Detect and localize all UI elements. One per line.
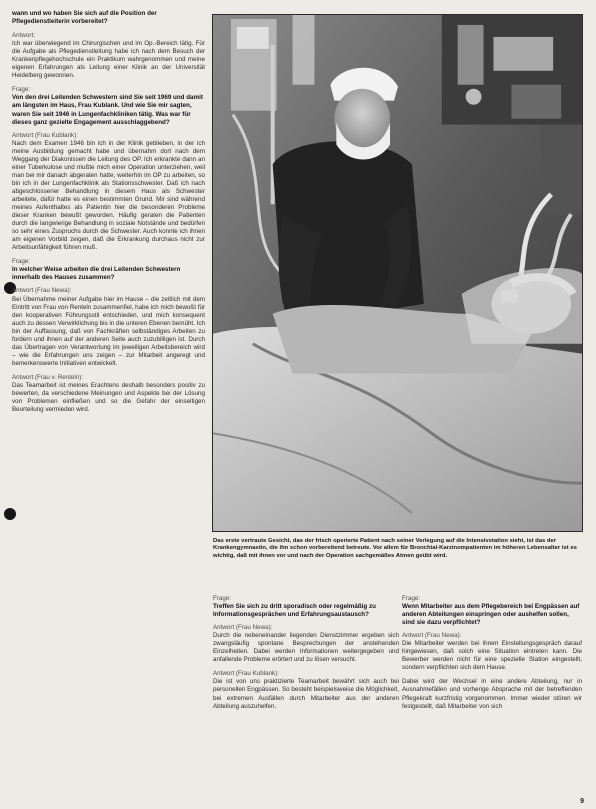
- interview-block-5: [213, 595, 399, 664]
- question-text: Treffen Sie sich zu dritt sporadisch oder regelmäßig zu Informationsgesprächen und Erfahrungsaustausch?: [213, 603, 376, 619]
- answer-text: Dabei wird der Wechsel in eine andere Abteilung, nur in Ausnahmefällen und vorherige Absprache mit der betreffenden Pflegekraft kurzfristig vorgenommen. Immer wieder stören wir festgestellt, daß Mitarbeiter von sich: [402, 678, 582, 710]
- page-number: 9: [580, 798, 584, 805]
- question-text: In welcher Weise arbeiten die drei Leitenden Schwestern innerhalb des Hauses zusammen?: [12, 266, 181, 282]
- answer-text: Nach dem Examen 1946 bin ich in der Klinik geblieben, in der ich meine Ausbildung gemacht habe und übernahm dort nach dem Weggang der Diakonissen die Leitung des OP. Ich erkrankte dann an einer Tuberkulose und mußte mich einer Operation unterziehen, weil man bei mir danach abgeraten hatte, weiterhin im OP zu arbeiten, so bin ich in der Lungenfachklinik als Stationsschwester. Daß ich nach abgeschlossener Behandlung in diesem Haus als Schwester arbeitete, dafür hatte es einen bestimmten Grund. Mir sind während meines Aufenthaltes als Patientin hier die besonderen Probleme dieser Kranken bewußt geworden. Häufig geraten die Patienten durch die langwierige Behandlung in soziale Notstände und bedürfen so sehr eines Zuspruchs durch die Schwester. Auch konnte ich ihnen am eigenen Vorbild zeigen, daß die Erkrankung durchaus nicht zur Arbeitsunfähigkeit führen muß.: [12, 139, 205, 252]
- question-text: Von den drei Leitenden Schwestern sind Sie seit 1969 und damit am längsten im Haus, Frau Kublank. Und wie Sie mir sagten, waren Sie seit 1946 in Lungenfachkliniken tätig. Was war für dieses ganz gezielte Engagement ausschlaggebend?: [12, 94, 203, 126]
- answer-label: Antwort (Frau Newa):: [213, 624, 273, 632]
- answer-label: Antwort (Frau Newa):: [12, 287, 72, 295]
- intensive-care-photo: [212, 14, 583, 532]
- answer-text: Die Mitarbeiter werden bei ihrem Einstellungsgespräch darauf hingewiesen, daß solch eine Situation eintreten kann. Die Bewerber werden nicht für eine spezielle Station eingestellt, sondern verpflichten sich dem Hause.: [402, 640, 582, 672]
- interview-block-8: [402, 678, 582, 710]
- question-text: Wenn Mitarbeiter aus dem Pflegebereich bei Engpässen auf anderen Abteilungen einspringen oder aushelfen sollen, sind sie dazu verpflichtet?: [402, 603, 580, 627]
- answer-text: Durch die nebeneinander liegenden Dienstzimmer ergeben sich zwangsläufig spontane Besprechungen der anstehenden Einzelheiten. Dabei werden Informationen weitergegeben und anfallende Probleme erörtert und zu lösen versucht.: [213, 632, 399, 664]
- answer-text: Bei Übernahme meiner Aufgabe hier im Hause – die zeitlich mit dem Eintritt von Frau von Renteln zusammenfiel, habe ich mich bewußt für den kooperativen Führungsstil entschieden, und mich konsequent auch zu dessen Verwirklichung bis in die unteren Ebenen bemüht. Ich bin der Auffassung, daß von Fachkräften selbständiges Arbeiten zu fordern und ihnen auf der anderen Seite auch zuzubilligen ist. Durch das Übertragen von Verantwortung im jeweiligen Arbeitsbereich wird – wie die Erfahrungen uns zeigen – zur Mitarbeit angeregt und bemerkenswerte Initiativen entwickelt.: [12, 295, 205, 367]
- left-column: [12, 10, 205, 420]
- answer-label: Antwort (Frau v. Renteln):: [12, 373, 84, 381]
- interview-block-2: [12, 86, 205, 252]
- question-label: Frage:: [12, 258, 31, 266]
- middle-column: [213, 594, 399, 717]
- photo-caption: Das erste vertraute Gesicht, das der frisch operierte Patient nach seiner Verlegung auf die Intensivstation sieht, ist das der Krankengymnastin, die ihn schon vorbereitend betreute. Vor allem für Bronchial-Karzinompatienten im höheren Lebensalter ist es wichtig, daß mit ihnen vor und nach der Operation sachgemäßes Atmen geübt wird.: [213, 538, 577, 559]
- right-column: [402, 594, 582, 717]
- question-label: Frage:: [213, 595, 232, 602]
- question-label: Frage:: [12, 86, 31, 94]
- question-label: Frage:: [402, 595, 421, 602]
- answer-text: Das Teamarbeit ist meines Erachtens deshalb besonders positiv zu bewerten, da verschiedene Meinungen und Aspekte bei der Lösung von Problemen einfließen und so die Gefahr der einseitigen Beurteilung vermieden wird.: [12, 381, 205, 414]
- interview-block-3: [12, 258, 205, 368]
- interview-block-7: [402, 595, 582, 672]
- answer-label: Antwort (Frau Newa):: [402, 632, 462, 640]
- binder-hole-bottom: [4, 508, 16, 520]
- interview-block-4: [12, 374, 205, 414]
- interview-block-6: [213, 670, 399, 710]
- answer-label: Antwort (Frau Kublank):: [12, 131, 78, 139]
- answer-label: Antwort:: [12, 32, 35, 40]
- answer-text: Die ist von uns praktizierte Teamarbeit bewährt sich auch bei personellen Engpässen. So besteht beispielsweise die Möglichkeit, bei extremen Ausfällen durch Mitarbeiter aus der anderen Abteilung auszuhelfen.: [213, 678, 399, 710]
- question-text: wann und wo haben Sie sich auf die Position der Pflegedienstleiterin vorbereitet?: [12, 10, 157, 26]
- interview-block-1: [12, 10, 205, 80]
- answer-text: Ich war überwiegend im Chirurgischen und im Op.-Bereich tätig. Für die Aufgabe als Pflegedienstleitung habe ich nach dem Besuch der Krankenpflegehochschule ein Praktikum wahrgenommen und meine eigenen Erfahrungen als Leitung einer Klinik an der Universität Heidelberg gewonnen.: [12, 40, 205, 80]
- answer-label: Antwort (Frau Kublank):: [213, 670, 279, 678]
